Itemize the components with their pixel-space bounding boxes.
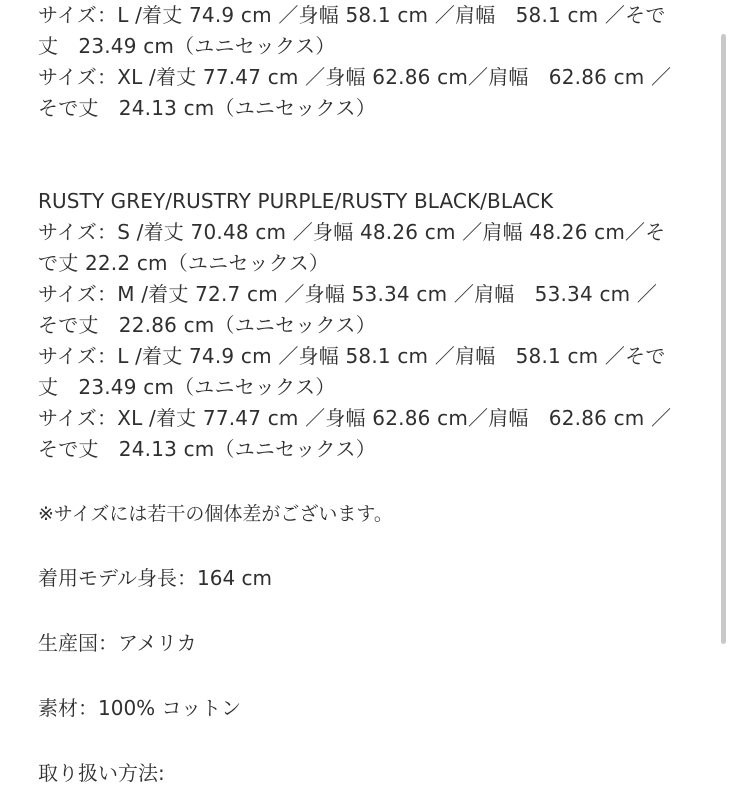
size-line: サイズ：XL /着丈 77.47 cm ／身幅 62.86 cm／肩幅 62.86 cm ／: [38, 406, 672, 430]
size-line: サイズ：XL /着丈 77.47 cm ／身幅 62.86 cm／肩幅 62.86 cm ／: [38, 65, 672, 89]
size-line: で丈 22.2 cm（ユニセックス）: [38, 251, 330, 275]
section-gap: [38, 724, 682, 758]
care-instructions-heading: 取り扱い方法:: [38, 761, 165, 785]
size-line: 丈 23.49 cm（ユニセックス）: [38, 34, 336, 58]
vertical-scrollbar-thumb[interactable]: [721, 34, 726, 644]
section-gap: [38, 124, 682, 186]
section-gap: [38, 659, 682, 693]
section-gap: [38, 465, 682, 499]
size-line: サイズ：L /着丈 74.9 cm ／身幅 58.1 cm ／肩幅 58.1 cm ／そで: [38, 3, 666, 27]
model-height: 着用モデル身長：164 cm: [38, 566, 273, 590]
size-chart-block: [38, 217, 682, 465]
material: 素材：100% コットン: [38, 696, 242, 720]
country-of-origin: 生産国：アメリカ: [38, 631, 197, 655]
size-line: そで丈 22.86 cm（ユニセックス）: [38, 313, 376, 337]
size-line: そで丈 24.13 cm（ユニセックス）: [38, 96, 376, 120]
section-gap: [38, 529, 682, 563]
section-gap: [38, 594, 682, 628]
size-variance-note: ※サイズには若干の個体差がございます。: [38, 503, 393, 525]
size-line: そで丈 24.13 cm（ユニセックス）: [38, 437, 376, 461]
size-line: 丈 23.49 cm（ユニセックス）: [38, 375, 336, 399]
top-size-block: [38, 0, 682, 124]
size-line: サイズ：L /着丈 74.9 cm ／身幅 58.1 cm ／肩幅 58.1 cm ／そで: [38, 344, 666, 368]
size-line: サイズ：S /着丈 70.48 cm ／身幅 48.26 cm ／肩幅 48.26 cm／そ: [38, 220, 666, 244]
size-line: サイズ：M /着丈 72.7 cm ／身幅 53.34 cm ／肩幅 53.34 cm ／: [38, 282, 658, 306]
colorway-heading: RUSTY GREY/RUSTRY PURPLE/RUSTY BLACK/BLACK: [38, 189, 554, 213]
